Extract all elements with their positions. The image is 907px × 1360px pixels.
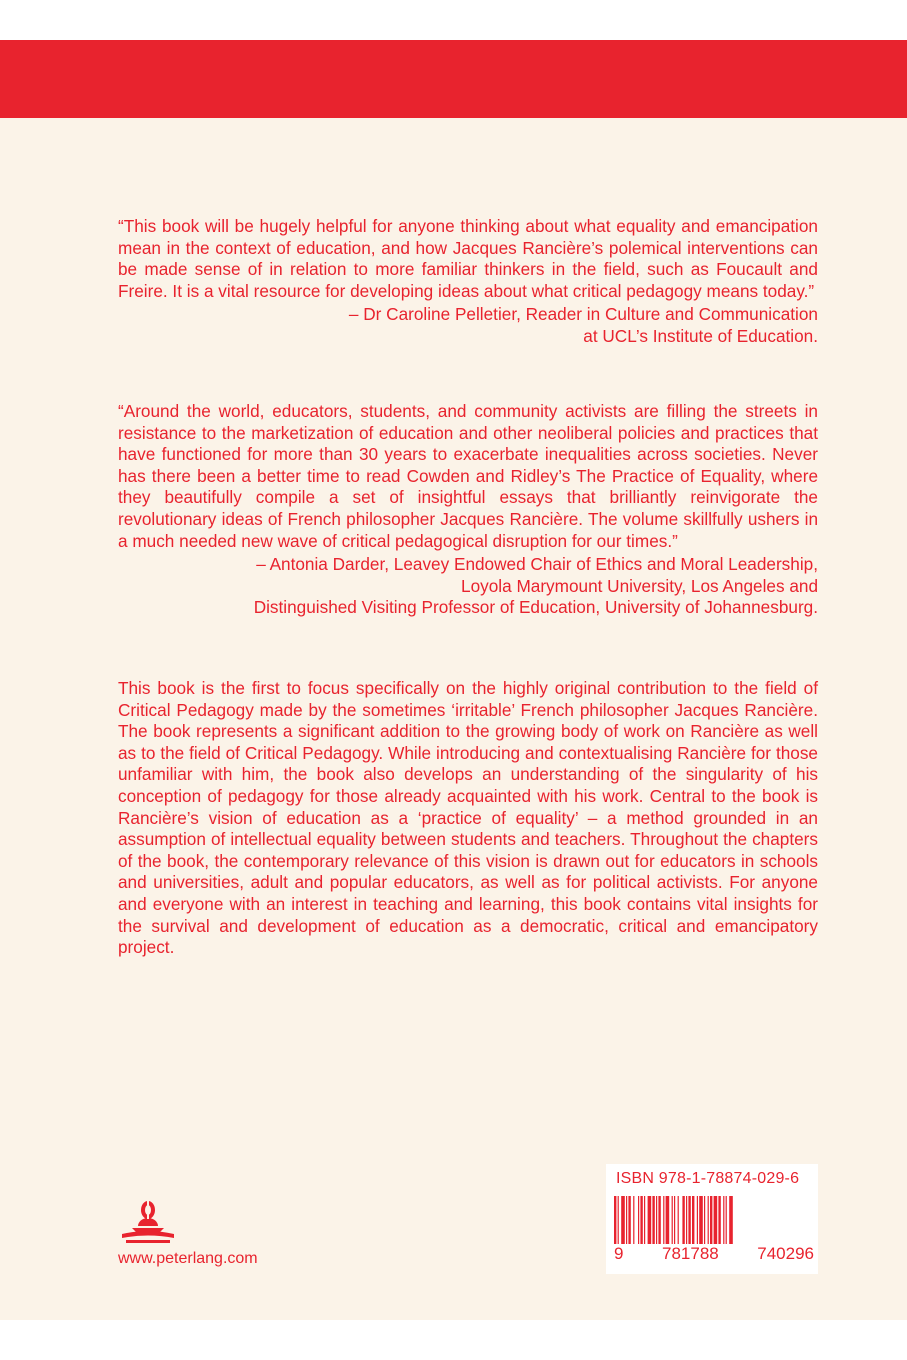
barcode-stripe (658, 1196, 660, 1244)
barcode-digit-group-2: 781788 (662, 1244, 719, 1263)
barcode-digit-group-3: 740296 (757, 1244, 814, 1263)
barcode-stripe (640, 1196, 642, 1244)
barcode-stripe (621, 1196, 625, 1244)
barcode-stripe (628, 1196, 630, 1244)
review-2 (118, 401, 818, 619)
barcode-stripe (718, 1196, 720, 1244)
barcode-stripe (644, 1196, 645, 1244)
barcode-stripe (666, 1196, 670, 1244)
barcode-stripe (626, 1196, 627, 1244)
barcode-stripe (682, 1196, 684, 1244)
review-2-attribution (118, 554, 818, 619)
barcode-stripe (648, 1196, 652, 1244)
review-1-attribution-line-2: at UCL’s Institute of Education. (583, 325, 818, 346)
review-1-attribution (118, 304, 818, 347)
barcode-stripe (697, 1196, 698, 1244)
book-description (118, 678, 818, 959)
barcode-stripe (692, 1196, 694, 1244)
barcode-digit-group-1: 9 (614, 1244, 624, 1263)
red-header-band (0, 40, 907, 118)
barcode-stripe (614, 1196, 616, 1244)
barcode-stripe (699, 1196, 703, 1244)
barcode-stripe (672, 1196, 673, 1244)
barcode-stripe (633, 1196, 634, 1244)
review-2-attribution-line-2: Loyola Marymount University, Los Angeles and (461, 575, 818, 596)
barcode-digits (614, 1244, 814, 1264)
isbn-barcode-box (606, 1164, 818, 1274)
barcode-stripe (686, 1196, 687, 1244)
barcode-bars (614, 1196, 814, 1244)
barcode-stripe (652, 1196, 654, 1244)
barcode-stripe (663, 1196, 664, 1244)
barcode-stripe (704, 1196, 705, 1244)
barcode-stripe (618, 1196, 619, 1244)
review-2-attribution-line-1: – Antonia Darder, Leavey Endowed Chair of Ethics and Moral Leadership, (256, 554, 818, 575)
barcode-stripe (708, 1196, 709, 1244)
top-margin (0, 0, 907, 40)
barcode-stripe (710, 1196, 712, 1244)
review-1-attribution-line-1: – Dr Caroline Pelletier, Reader in Culture and Communication (348, 304, 818, 325)
barcode-stripe (638, 1196, 639, 1244)
barcode-stripe (674, 1196, 675, 1244)
barcode-stripe (723, 1196, 724, 1244)
barcode-stripe (726, 1196, 727, 1244)
review-2-quote: “Around the world, educators, students, and community activists are filling the streets in resistance to the marketization of education and other neoliberal policies and practices that have functioned for more than 30 years to exacerbate inequalities across societies. Never has there been a better time to read Cowden and Ridley’s The Practice of Equality, where they beautifully compile a set of insightful essays that brilliantly reinvigorate the revolutionary ideas of French philosopher Jacques Rancière. The volume skillfully ushers in a much needed new wave of critical pedagogical disruption for our times.” (118, 401, 818, 551)
review-1-quote: “This book will be hugely helpful for anyone thinking about what equality and emancipation mean in the context of education, and how Jacques Rancière’s polemical interventions can be made sense of in relation to more familiar thinkers in the field, such as Foucault and Freire. It is a vital resource for developing ideas about what critical pedagogy means today.” (118, 216, 818, 301)
barcode-stripe (688, 1196, 690, 1244)
peter-lang-tree-icon (118, 1198, 178, 1246)
barcode-stripe (656, 1196, 657, 1244)
publisher-website: www.peterlang.com (118, 1250, 258, 1267)
barcode-stripe (729, 1196, 733, 1244)
isbn-label: ISBN 978-1-78874-029-6 (616, 1170, 800, 1187)
barcode-stripe (714, 1196, 718, 1244)
bottom-margin (0, 1320, 907, 1360)
review-1 (118, 216, 818, 348)
book-description-text: This book is the first to focus specifically on the highly original contribution to the field of Critical Pedagogy made by the sometimes ‘irritable’ French philosopher Jacques Rancière. The book represents a significant addition to the growing body of work on Rancière as well as to the field of Critical Pedagogy. While introducing and contextualising Rancière for those unfamiliar with him, the book also develops an understanding of the singularity of his conception of pedagogy for those already acquainted with his work. Central to the book is Rancière’s vision of education as a ‘practice of equality’ – a method grounded in an assumption of intellectual equality between students and teachers. Throughout the chapters of the book, the contemporary relevance of this vision is drawn out for educators in schools and universities, adult and popular educators, as well as for political activists. For anyone and everyone with an interest in teaching and learning, this book contains vital insights for the survival and development of education as a democratic, critical and emancipatory project. (118, 678, 818, 958)
barcode-stripe (678, 1196, 679, 1244)
review-2-attribution-line-3: Distinguished Visiting Professor of Education, University of Johannesburg. (253, 597, 818, 618)
